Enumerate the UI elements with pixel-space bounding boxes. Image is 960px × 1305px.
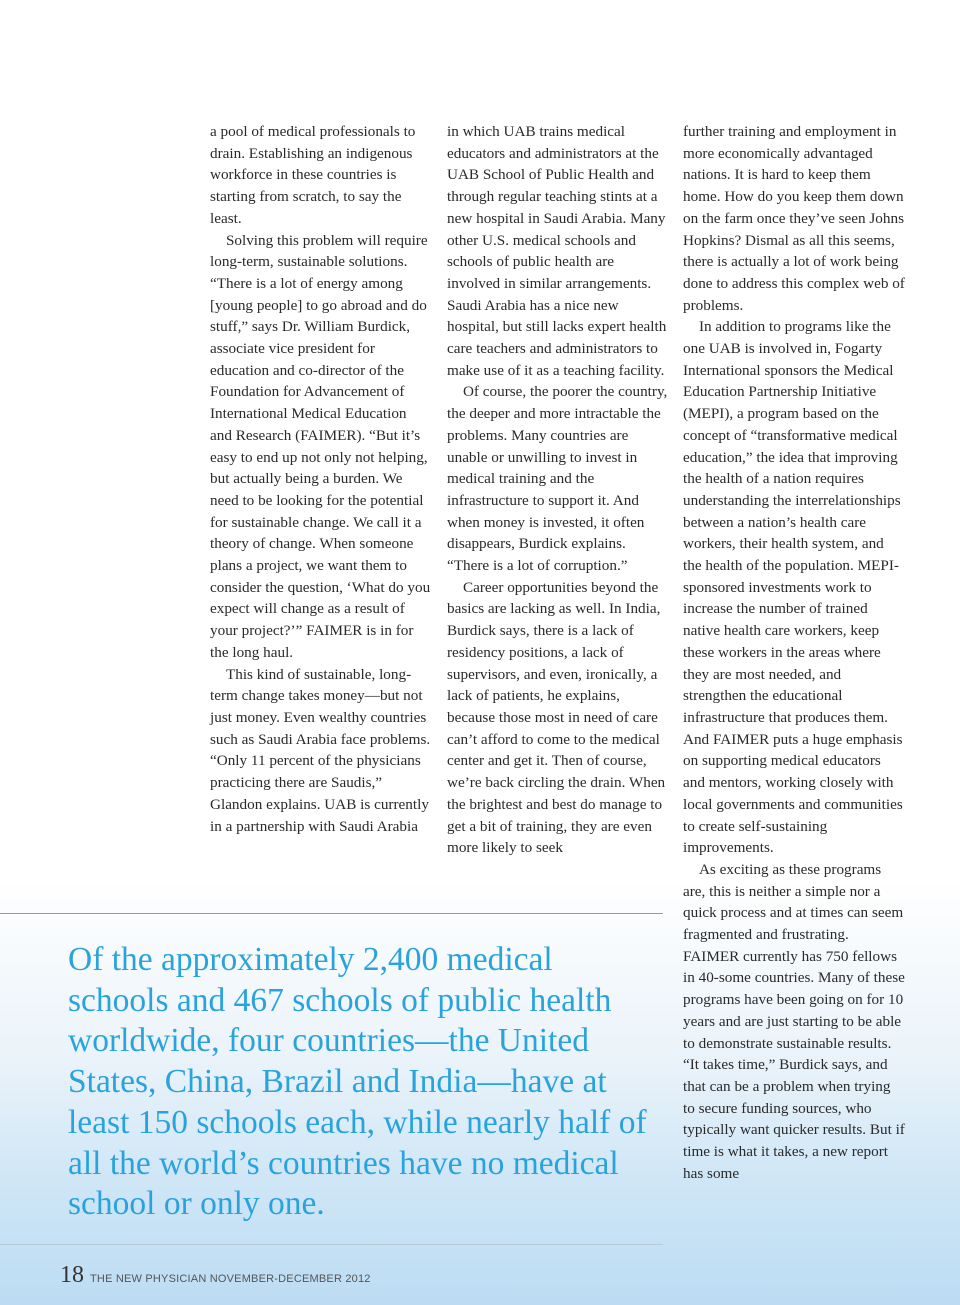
- paragraph: a pool of medical professionals to drain. Establishing an indigenous workforce in these countries is starting from scratch, to say the least.: [210, 123, 416, 227]
- article-column-2: [447, 121, 669, 859]
- pull-quote-bottom-rule: [0, 1244, 663, 1245]
- page-footer: [60, 1262, 371, 1289]
- paragraph: As exciting as these programs are, this is neither a simple nor a quick process and at times can seem fragmented and frustrating. FAIMER currently has 750 fellows in 40-some countries. Many of these programs have been going on for 10 years and are just starting to be able to demonstrate sustainable results. “It takes time,” Burdick says, and that can be a problem when trying to secure funding sources, who typically want quicker results. But if time is what it takes, a new report has some: [683, 860, 905, 1182]
- paragraph: This kind of sustainable, long-term change takes money—but not just money. Even wealthy countries such as Saudi Arabia face problems. “Only 11 percent of the physicians practicing there are Saudis,” Glandon explains. UAB is currently in a partnership with Saudi Arabia: [210, 665, 431, 835]
- article-column-1: [210, 121, 432, 837]
- paragraph: further training and employment in more economically advantaged nations. It is hard to keep them home. How do you keep them down on the farm once they’ve seen Johns Hopkins? Dismal as all this seems, there is actually a lot of work being done to address this complex web of problems.: [683, 123, 905, 314]
- paragraph: Career opportunities beyond the basics are lacking as well. In India, Burdick says, there is a lack of residency positions, a lack of supervisors, and even, ironically, a lack of patients, he explains, because those most in need of care can’t afford to come to the medical center and get it. Then of course, we’re back circling the drain. When the brightest and best do manage to get a bit of training, they are even more likely to seek: [447, 578, 666, 857]
- paragraph: Solving this problem will require long-term, sustainable solutions. “There is a lot of energy among [young people] to go abroad and do stuff,” says Dr. William Burdick, associate vice president for education and co-director of the Foundation for Advancement of International Medical Education and Research (FAIMER). “But it’s easy to end up not only not helping, but actually being a burden. We need to be looking for the potential for sustainable change. We call it a theory of change. When someone plans a project, we want them to consider the question, ‘What do you expect will change as a result of your project?’” FAIMER is in for the long haul.: [210, 231, 431, 661]
- paragraph: In addition to programs like the one UAB is involved in, Fogarty International sponsors the Medical Education Partnership Initiative (MEPI), a program based on the concept of “transformative medical education,” the idea that improving the health of a nation requires understanding the interrelationships between a nation’s health care workers, their health system, and the health of the population. MEPI-sponsored investments work to increase the number of trained native health care workers, keep these workers in the areas where they are most needed, and strengthen the educational infrastructure that produces them. And FAIMER puts a huge emphasis on supporting medical educators and mentors, working closely with local governments and communities to create self-sustaining improvements.: [683, 318, 903, 857]
- pull-quote-top-rule: [0, 913, 663, 914]
- article-column-3: [683, 121, 905, 1184]
- paragraph: Of course, the poorer the country, the deeper and more intractable the problems. Many countries are unable or unwilling to invest in medical training and the infrastructure to support it. And when money is invested, it often disappears, Burdick explains. “There is a lot of corruption.”: [447, 383, 668, 575]
- pull-quote: Of the approximately 2,400 medical schools and 467 schools of public health worldwide, four countries—the United States, China, Brazil and India—have at least 150 schools each, while nearly half of all the world’s countries have no medical school or only one.: [68, 941, 647, 1223]
- running-head: THE NEW PHYSICIAN NOVEMBER-DECEMBER 2012: [90, 1273, 371, 1285]
- paragraph: in which UAB trains medical educators and administrators at the UAB School of Public Health and through regular teaching stints at a new hospital in Saudi Arabia. Many other U.S. medical schools and schools of public health are involved in similar arrangements. Saudi Arabia has a nice new hospital, but still lacks expert health care teachers and administrators to make use of it as a teaching facility.: [447, 123, 667, 379]
- page-number: 18: [60, 1262, 84, 1288]
